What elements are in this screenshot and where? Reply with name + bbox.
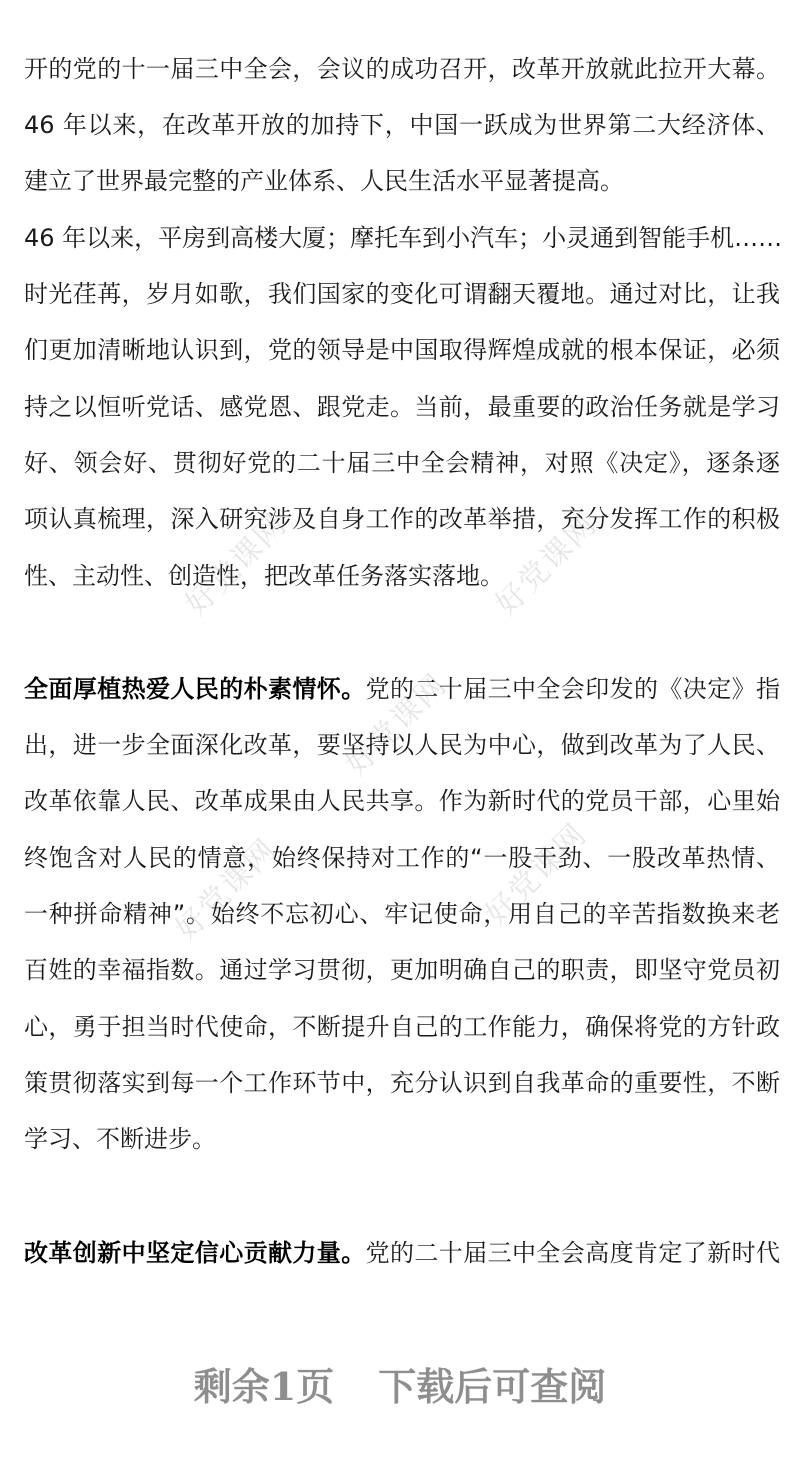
watermark: 好党课网 [168, 831, 285, 948]
text-line: 们更加清晰地认识到，党的领导是中国取得辉煌成就的根本保证，必须 [24, 336, 780, 364]
text-fragment: 党的二十届三中全会印发的《决定》指 [365, 675, 781, 703]
download-label[interactable]: 下载后可查阅 [378, 1364, 607, 1409]
remaining-pages-label: 剩余1页 [193, 1364, 335, 1409]
text-line: 终饱含对人民的情意，始终保持对工作的“一股干劲、一股改革热情、 [24, 844, 780, 872]
section-heading-line [24, 669, 780, 709]
text-line: 项认真梳理，深入研究涉及自身工作的改革举措，充分发挥工作的积极 [24, 505, 780, 533]
text-line: 一种拼命精神”。始终不忘初心、牢记使命，用自己的辛苦指数换来老 [24, 900, 780, 928]
text-line: 学习、不断进步。 [24, 1125, 216, 1153]
text-line: 策贯彻落实到每一个工作环节中，充分认识到自我革命的重要性，不断 [24, 1069, 780, 1097]
section-heading: 全面厚植热爱人民的朴素情怀。 [24, 675, 366, 703]
text-fragment: 党的二十届三中全会高度肯定了新时代 [365, 1239, 781, 1267]
text-line: 46 年以来，平房到高楼大厦；摩托车到小汽车；小灵通到智能手机…… [24, 224, 783, 252]
text-line: 性、主动性、创造性，把改革任务落实落地。 [24, 562, 504, 590]
watermark: 好党课网 [178, 506, 295, 623]
watermark: 好党课网 [478, 816, 595, 933]
text-line: 开的党的十一届三中全会，会议的成功召开，改革开放就此拉开大幕。 [24, 55, 780, 83]
text-line: 百姓的幸福指数。通过学习贯彻，更加明确自己的职责，即坚守党员初 [24, 956, 780, 984]
text-line: 时光荏苒，岁月如歌，我们国家的变化可谓翻天覆地。通过对比，让我 [24, 280, 780, 308]
text-line: 改革依靠人民、改革成果由人民共享。作为新时代的党员干部，心里始 [24, 787, 780, 815]
section-heading: 改革创新中坚定信心贡献力量。 [24, 1239, 366, 1267]
text-line: 心，勇于担当时代使命，不断提升自己的工作能力，确保将党的方针政 [24, 1013, 780, 1041]
text-line: 持之以恒听党话、感党恩、跟党走。当前，最重要的政治任务就是学习 [24, 393, 780, 421]
text-line: 建立了世界最完整的产业体系、人民生活水平显著提高。 [24, 167, 624, 195]
text-line: 出，进一步全面深化改革，要坚持以人民为中心，做到改革为了人民、 [24, 731, 780, 759]
download-prompt[interactable] [0, 1362, 800, 1412]
text-line: 46 年以来，在改革开放的加持下，中国一跃成为世界第二大经济体、 [24, 111, 780, 139]
text-line: 好、领会好、贯彻好党的二十届三中全会精神，对照《决定》，逐条逐 [24, 449, 780, 477]
watermark: 好党课网 [488, 506, 605, 623]
section-heading-line [24, 1233, 780, 1273]
watermark: 好党课网 [338, 666, 455, 783]
